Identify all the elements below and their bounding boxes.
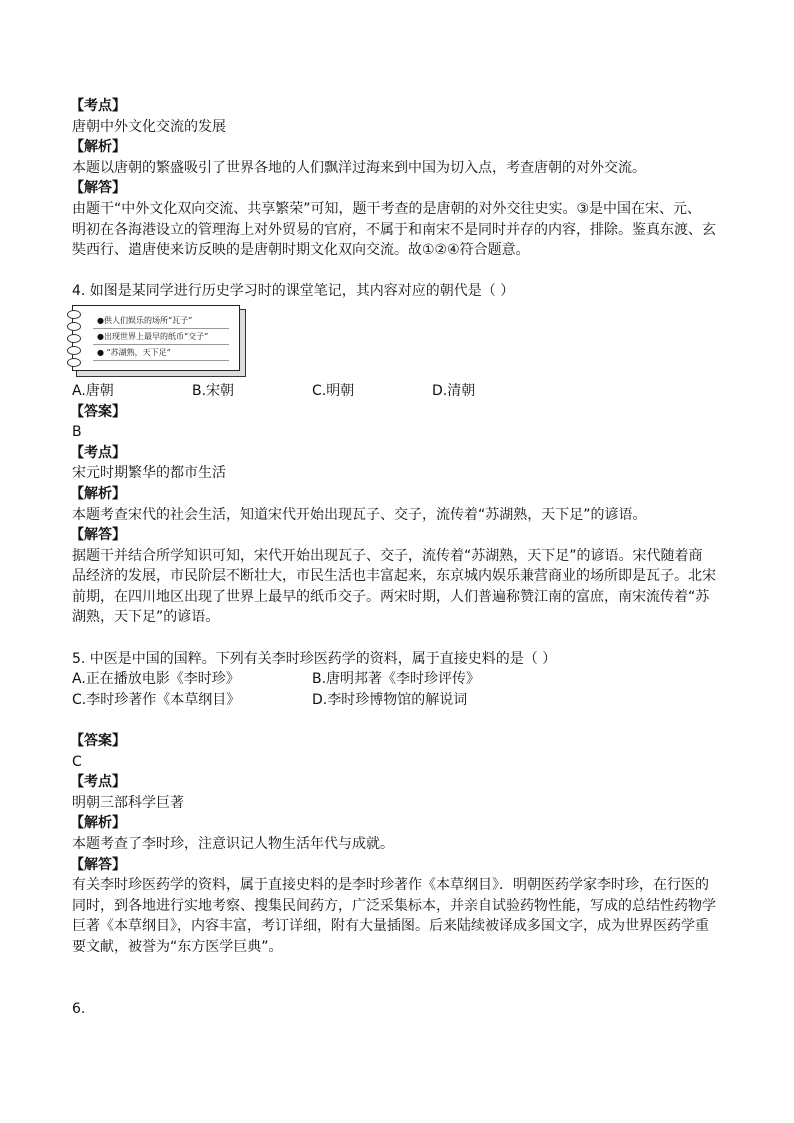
q5-options-row2 — [72, 690, 732, 711]
q5-stem: 5. 中医是中国的国粹。下列有关李时珍医药学的资料，属于直接史料的是（ ） — [72, 650, 557, 667]
daan-text: C — [72, 753, 82, 770]
jieda-line: 前期，在四川地区出现了世界上最早的纸币交子。两宋时期，人们普遍称赞江南的富庶，南宋流传着“苏 — [72, 588, 710, 605]
ring-icon — [67, 346, 81, 355]
jiexi-heading: 【解析】 — [70, 139, 126, 156]
jiexi-heading: 【解析】 — [70, 815, 126, 832]
notebook-line: ●出现世界上最早的纸币“交子” — [97, 331, 209, 341]
jiexi-heading: 【解析】 — [70, 485, 126, 502]
jieda-line: 要文献，被誉为“东方医学巨典”。 — [72, 938, 283, 955]
q4-stem: 4. 如图是某同学进行历史学习时的课堂笔记，其内容对应的朝代是（ ） — [72, 283, 515, 300]
jiexi-text: 本题以唐朝的繁盛吸引了世界各地的人们飘洋过海来到中国为切入点，考查唐朝的对外交流。 — [72, 159, 646, 176]
notebook-line: ●供人们娱乐的场所“瓦子” — [97, 315, 193, 325]
jiexi-text: 本题考查宋代的社会生活，知道宋代开始出现瓦子、交子，流传着“苏湖熟，天下足”的谚语。 — [72, 506, 647, 523]
jieda-heading: 【解答】 — [70, 856, 126, 873]
notebook-figure — [72, 305, 248, 377]
kaodian-heading: 【考点】 — [70, 98, 126, 114]
kaodian-text: 宋元时期繁华的都市生活 — [72, 465, 226, 482]
jieda-line: 巨著《本草纲目》，内容丰富，考订详细，附有大量插图。后来陆续被译成多国文字，成为世界医药学重 — [72, 918, 709, 935]
option-a: A.正在播放电影《李时珍》 — [72, 671, 240, 688]
kaodian-heading: 【考点】 — [70, 444, 126, 461]
jieda-line: 湖熟，天下足”的谚语。 — [72, 609, 220, 626]
jiexi-text: 本题考查了李时珍，注意识记人物生活年代与成就。 — [72, 836, 394, 852]
option-c: C.李时珍著作《本草纲目》 — [72, 691, 241, 708]
ring-icon — [67, 310, 81, 319]
option-d: D.李时珍博物馆的解说词 — [312, 691, 468, 708]
daan-text: B — [72, 424, 82, 441]
option-b: B.唐明邦著《李时珍评传》 — [312, 671, 481, 688]
daan-heading: 【答案】 — [70, 733, 126, 750]
ring-icon — [67, 322, 81, 331]
daan-heading: 【答案】 — [70, 403, 126, 420]
option-a: A.唐朝 — [72, 382, 114, 399]
jieda-heading: 【解答】 — [70, 180, 126, 197]
jieda-line: 奘西行、遣唐使来访反映的是唐朝时期文化双向交流。故①②④符合题意。 — [72, 242, 530, 259]
ring-icon — [67, 334, 81, 343]
exam-page — [72, 96, 732, 1019]
option-d: D.清朝 — [432, 382, 476, 399]
q5-options-row1 — [72, 669, 732, 690]
jieda-line: 据题干并结合所学知识可知，宋代开始出现瓦子、交子，流传着“苏湖熟，天下足”的谚语。宋代随着商 — [72, 547, 703, 564]
jieda-heading: 【解答】 — [70, 527, 126, 544]
q6-stem: 6. — [72, 1000, 86, 1017]
kaodian-text: 唐朝中外文化交流的发展 — [72, 118, 226, 135]
jieda-line: 同时，到各地进行实地考察、搜集民间药方，广泛采集标本，并亲自试验药物性能，写成的总结性药物学 — [72, 897, 716, 914]
kaodian-heading: 【考点】 — [70, 774, 126, 791]
jieda-line: 有关李时珍医药学的资料，属于直接史料的是李时珍著作《本草纲目》．明朝医药学家李时珍，在行医的 — [72, 877, 709, 894]
option-c: C.明朝 — [312, 382, 355, 399]
q4-options — [72, 381, 732, 402]
option-b: B.宋朝 — [192, 382, 235, 399]
kaodian-text: 明朝三部科学巨著 — [72, 794, 184, 811]
ring-icon — [67, 358, 81, 367]
jieda-line: 由题干“中外文化双向交流、共享繁荣”可知，题干考查的是唐朝的对外交往史实。③是中国在宋、元、 — [72, 200, 702, 217]
jieda-line: 品经济的发展，市民阶层不断壮大，市民生活也丰富起来，东京城内娱乐兼营商业的场所即是瓦子。北宋 — [72, 568, 716, 585]
notebook-line: ● “苏湖熟，天下足” — [97, 347, 171, 357]
jieda-line: 明初在各海港设立的管理海上对外贸易的官府，不属于和南宋不是同时并存的内容，排除。鉴真东渡、玄 — [72, 221, 716, 238]
